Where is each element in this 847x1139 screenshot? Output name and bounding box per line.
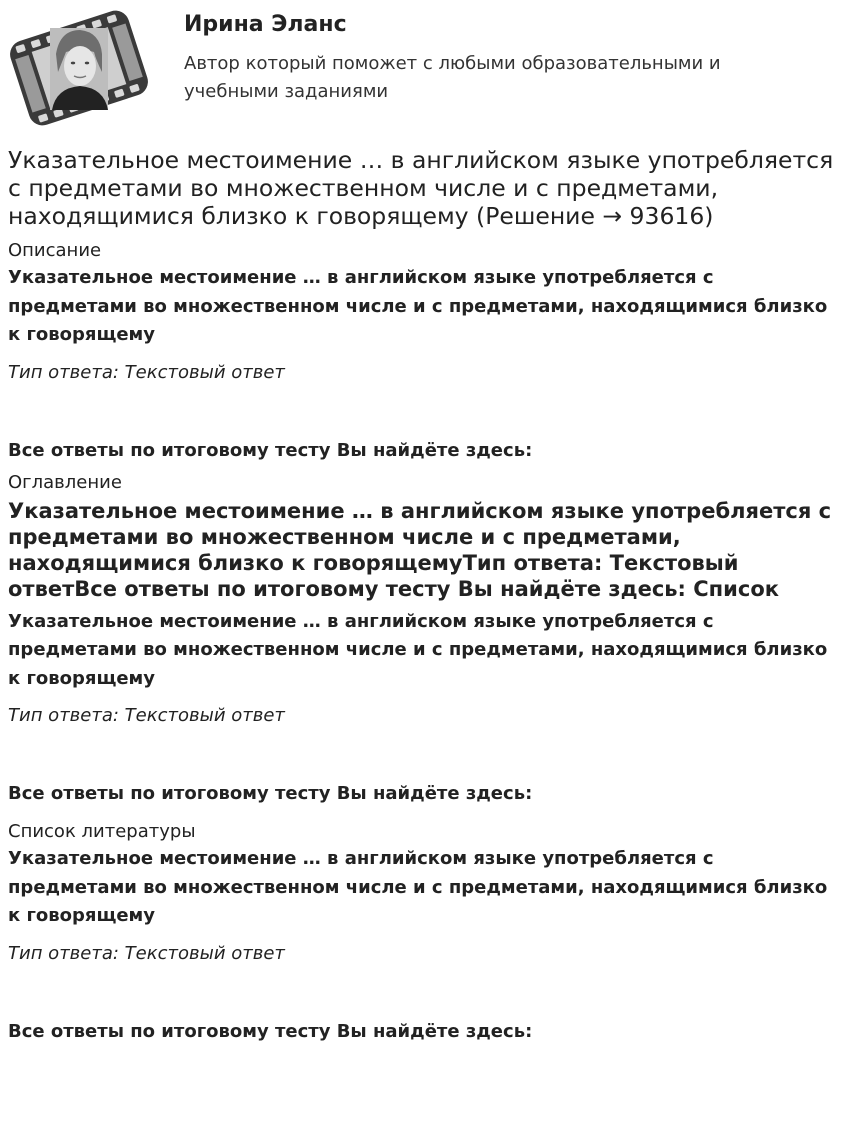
- toc-heading: Указательное местоимение … в английском языке употребляется с предметами во множественном числе и с предметами, находящимися близко к говорящемуТип ответа: Текстовый ответВсе ответы по итоговому тесту Вы найдёте здесь: Список: [8, 498, 832, 601]
- question-text: Указательное местоимение … в английском языке употребляется с предметами во множественном числе и с предметами, находящимися близко к говорящему: [8, 267, 828, 345]
- main-content: [8, 146, 838, 1043]
- literature-section: [8, 821, 838, 1043]
- toc-section: [8, 472, 838, 806]
- section-label-toc: Оглавление: [8, 471, 122, 493]
- author-avatar: [8, 8, 150, 128]
- author-name: Ирина Эланс: [184, 12, 347, 37]
- section-label-description: Описание: [8, 240, 102, 261]
- all-answers-note: Все ответы по итоговому тесту Вы найдёте здесь:: [8, 1020, 533, 1042]
- description-section: [8, 240, 838, 462]
- answer-type: Тип ответа: Текстовый ответ: [8, 942, 285, 964]
- film-strip-avatar-image: [8, 8, 150, 128]
- all-answers-note: Все ответы по итоговому тесту Вы найдёте здесь:: [8, 439, 533, 461]
- author-bio: Автор который поможет с любыми образовательными и учебными заданиями: [184, 53, 721, 102]
- section-label-literature: Список литературы: [8, 821, 196, 842]
- page-title: Указательное местоимение … в английском языке употребляется с предметами во множественном числе и с предметами, находящимися близко к говорящему (Решение → 93616): [8, 146, 834, 230]
- answer-type: Тип ответа: Текстовый ответ: [8, 705, 285, 726]
- question-text: Указательное местоимение … в английском языке употребляется с предметами во множественном числе и с предметами, находящимися близко к говорящему: [8, 610, 828, 689]
- question-text: Указательное местоимение … в английском языке употребляется с предметами во множественном числе и с предметами, находящимися близко к говорящему: [8, 848, 828, 926]
- all-answers-note: Все ответы по итоговому тесту Вы найдёте здесь:: [8, 783, 533, 804]
- author-header: [8, 8, 838, 128]
- answer-type: Тип ответа: Текстовый ответ: [8, 361, 285, 383]
